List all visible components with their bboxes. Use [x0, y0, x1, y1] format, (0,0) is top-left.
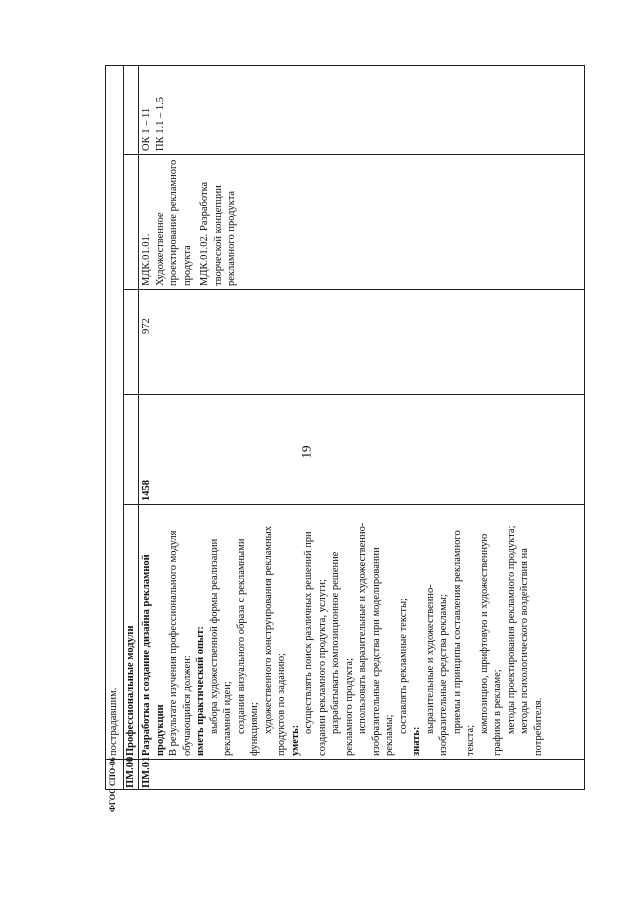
column-divider — [123, 394, 585, 395]
footer-standard-code: ФГОС СПО-06 — [108, 757, 117, 812]
list-item: составлять рекламные тексты; — [397, 598, 409, 734]
pm01-title: Разработка и создание дизайна рекламной продукции — [141, 554, 166, 756]
continued-text: пострадавшим. — [108, 687, 119, 756]
section-heading-knowledge: знать: — [411, 726, 422, 756]
column-divider — [123, 504, 585, 505]
section-heading-experience: иметь практический опыт: — [195, 626, 206, 756]
list-item: выразительные и художественно-изобразительные средства рекламы; — [424, 584, 449, 756]
pm01-code: ПМ.01 — [141, 756, 152, 788]
pm01-contact-hours: 972 — [141, 318, 152, 334]
list-item: создания визуального образа с рекламными функциями; — [235, 538, 260, 756]
row-divider — [138, 65, 139, 790]
competency-item: ОК 1 – 11 — [141, 107, 152, 151]
pm01-competencies — [140, 67, 167, 151]
list-item: осуществлять поиск различных решений при создании рекламного продукта, услуги; — [303, 531, 328, 756]
column-divider — [123, 154, 585, 155]
mdk-item: МДК.01.01. Художественное проектирование рекламного продукта — [141, 159, 193, 286]
list-item: выбора художественной формы реализации рекламной идеи; — [208, 538, 233, 756]
list-item: использовать выразительные и художественно-изобразительные средства при моделировании рекламы; — [357, 522, 395, 756]
pm01-total-hours: 1458 — [141, 480, 152, 501]
list-item: методы психологического воздействия на потребителя. — [519, 548, 544, 756]
list-item: методы проектирования рекламного продукта; — [505, 525, 517, 734]
list-item: разрабатывать композиционное решение рекламного продукта; — [330, 551, 355, 756]
competency-item: ПК 1.1 – 1.5 — [154, 97, 166, 151]
column-divider — [123, 289, 585, 290]
column-divider — [105, 759, 585, 760]
list-item: приемы и принципы составления рекламного текста; — [451, 530, 476, 756]
list-item: художественного конструирования рекламных продуктов по заданию; — [262, 526, 287, 756]
pm01-mdk-list — [140, 158, 239, 286]
list-item: композицию, шрифтовую и художественную графики в рекламе; — [478, 533, 503, 756]
pm00-code: ПМ.00 — [125, 756, 136, 788]
pm01-intro: В результате изучения профессионального модуля обучающийся должен: — [168, 530, 193, 756]
pm01-description — [140, 508, 545, 756]
pm00-title: Профессиональные модули — [125, 625, 136, 756]
mdk-item: МДК.01.02. Разработка творческой концепции рекламного продукта — [199, 181, 237, 286]
section-heading-skills: уметь: — [289, 724, 301, 756]
page-number: 19 — [298, 445, 314, 459]
curriculum-table — [105, 65, 585, 790]
